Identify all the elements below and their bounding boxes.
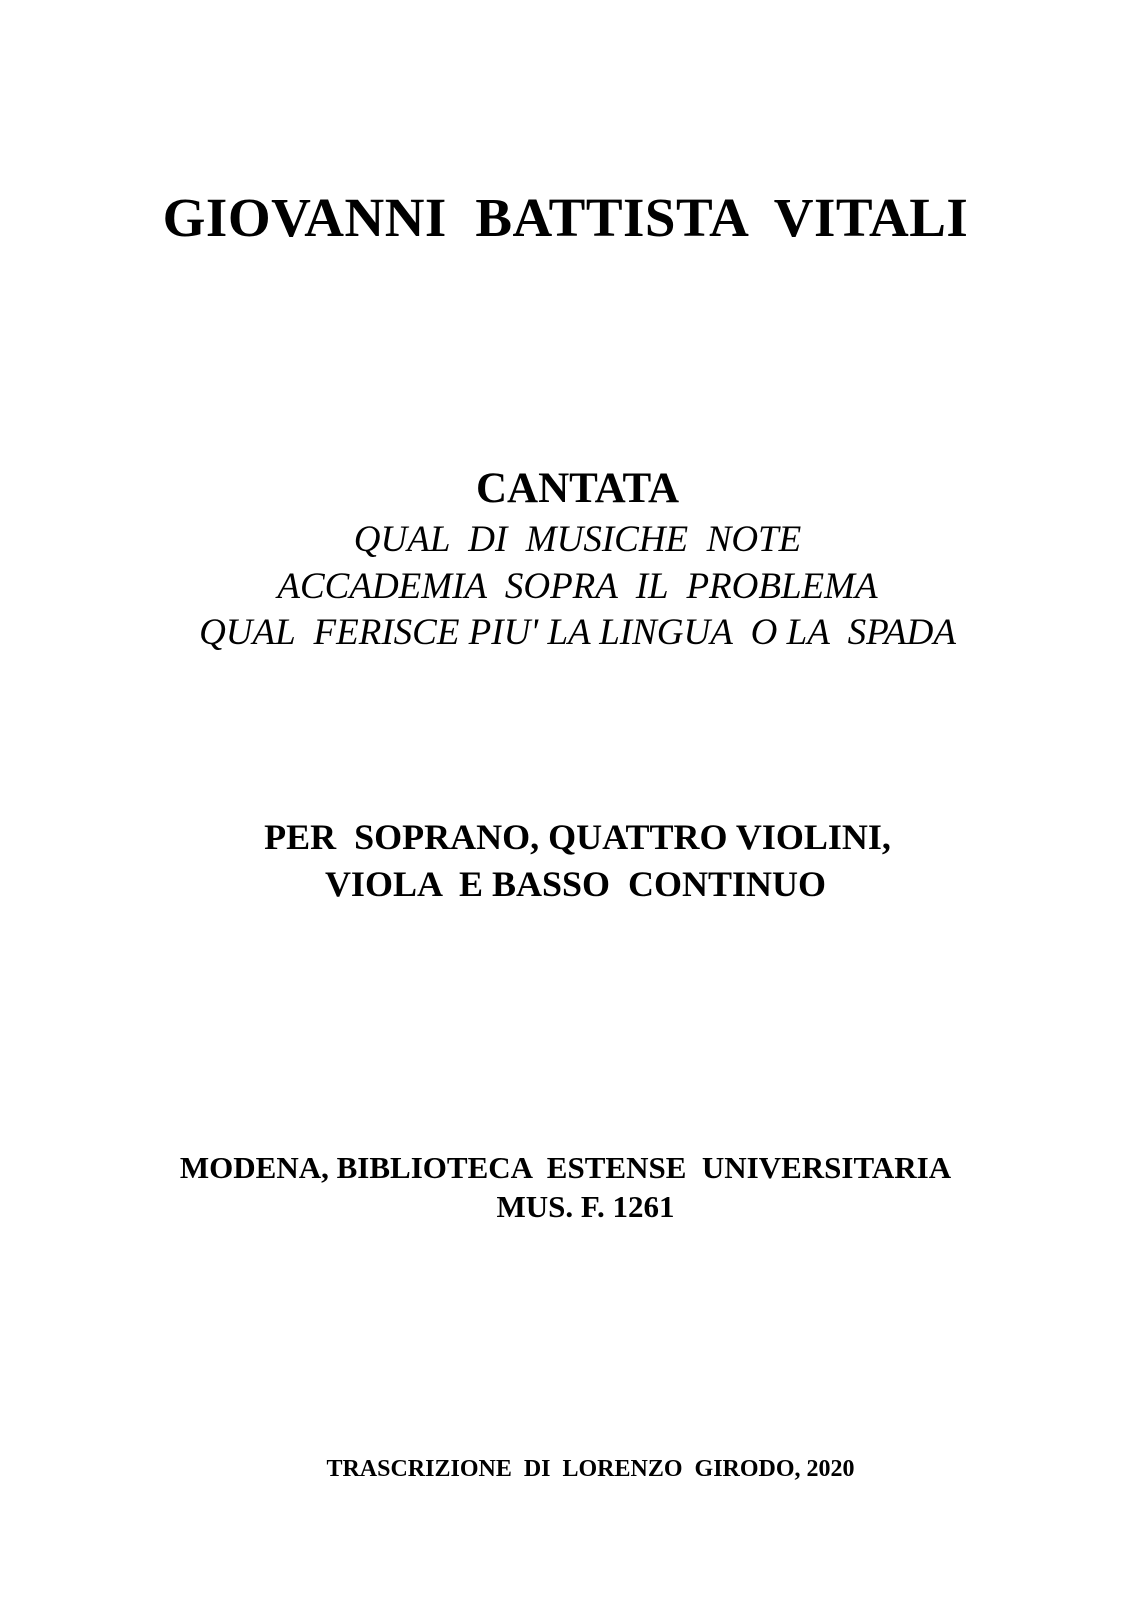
- subtitle-line: QUAL FERISCE PIU' LA LINGUA O LA SPADA: [199, 612, 956, 653]
- source-library: MODENA, BIBLIOTECA ESTENSE UNIVERSITARIA: [179, 1150, 952, 1185]
- composer-name: GIOVANNI BATTISTA VITALI: [162, 187, 969, 248]
- scoring-line: PER SOPRANO, QUATTRO VIOLINI,: [264, 817, 891, 857]
- scoring-line: VIOLA E BASSO CONTINUO: [324, 864, 827, 904]
- work-genre: CANTATA: [475, 465, 680, 512]
- subtitle-line: ACCADEMIA SOPRA IL PROBLEMA: [277, 566, 878, 607]
- subtitle-line: QUAL DI MUSICHE NOTE: [353, 519, 802, 560]
- transcription-credit: TRASCRIZIONE DI LORENZO GIRODO, 2020: [326, 1456, 855, 1482]
- source-shelfmark: MUS. F. 1261: [496, 1189, 675, 1224]
